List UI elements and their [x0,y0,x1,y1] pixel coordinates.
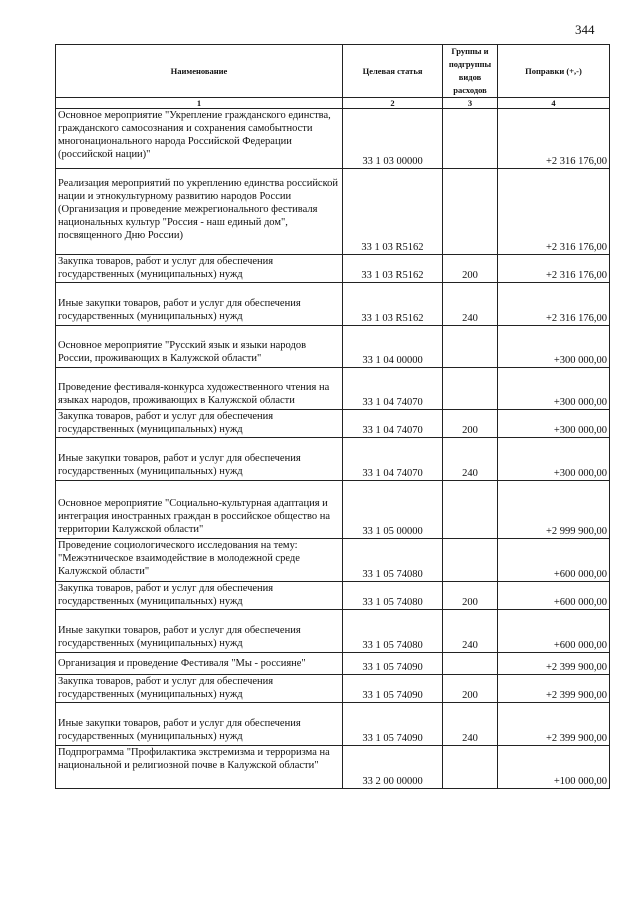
page-number: 344 [575,22,595,37]
row-group: 200 [443,410,498,438]
row-amount: +2 316 176,00 [498,109,610,169]
budget-table [55,44,610,789]
header-amend: Поправки (+,-) [498,45,610,98]
row-code: 33 1 03 R5162 [343,255,443,283]
column-number-row [56,98,610,109]
row-amount: +100 000,00 [498,746,610,789]
row-amount: +2 316 176,00 [498,255,610,283]
row-code: 33 1 04 74070 [343,438,443,481]
table-row [56,326,610,368]
table-row [56,675,610,703]
row-code: 33 1 03 R5162 [343,283,443,326]
header-group: Группы и подгруппы видов расходов [443,45,498,98]
row-code: 33 1 03 00000 [343,109,443,169]
table-row [56,582,610,610]
row-group [443,539,498,582]
table-row [56,539,610,582]
table-row [56,109,610,169]
row-amount: +2 399 900,00 [498,703,610,746]
row-amount: +2 399 900,00 [498,675,610,703]
table-row [56,481,610,539]
row-name: Иные закупки товаров, работ и услуг для обеспечения государственных (муниципальных) нужд [56,610,343,653]
row-code: 33 1 03 R5162 [343,169,443,255]
header-target: Целевая статья [343,45,443,98]
row-amount: +300 000,00 [498,326,610,368]
row-amount: +300 000,00 [498,438,610,481]
row-name: Иные закупки товаров, работ и услуг для обеспечения государственных (муниципальных) нужд [56,703,343,746]
column-number: 1 [56,98,343,109]
row-group [443,746,498,789]
row-group: 200 [443,255,498,283]
row-name: Закупка товаров, работ и услуг для обеспечения государственных (муниципальных) нужд [56,675,343,703]
row-amount: +600 000,00 [498,610,610,653]
table-row [56,283,610,326]
row-group: 200 [443,675,498,703]
table-row [56,703,610,746]
row-name: Закупка товаров, работ и услуг для обеспечения государственных (муниципальных) нужд [56,582,343,610]
row-group [443,326,498,368]
row-group: 240 [443,438,498,481]
row-group: 240 [443,703,498,746]
row-amount: +2 316 176,00 [498,283,610,326]
row-name: Иные закупки товаров, работ и услуг для обеспечения государственных (муниципальных) нужд [56,283,343,326]
row-name: Закупка товаров, работ и услуг для обеспечения государственных (муниципальных) нужд [56,410,343,438]
row-name: Иные закупки товаров, работ и услуг для обеспечения государственных (муниципальных) нужд [56,438,343,481]
row-code: 33 1 04 74070 [343,368,443,410]
column-number: 2 [343,98,443,109]
table-row [56,653,610,675]
row-name: Основное мероприятие "Укрепление гражданского единства, гражданского самосознания и сохранения самобытности многонационального народа Российской Федерации (российской нации)" [56,109,343,169]
row-code: 33 1 04 00000 [343,326,443,368]
row-name: Закупка товаров, работ и услуг для обеспечения государственных (муниципальных) нужд [56,255,343,283]
row-amount: +2 999 900,00 [498,481,610,539]
row-group [443,368,498,410]
row-code: 33 1 05 00000 [343,481,443,539]
row-name: Подпрограмма "Профилактика экстремизма и терроризма на национальной и религиозной почве в Калужской области" [56,746,343,789]
row-amount: +600 000,00 [498,539,610,582]
row-code: 33 1 05 74090 [343,703,443,746]
row-group: 240 [443,610,498,653]
row-amount: +2 399 900,00 [498,653,610,675]
row-code: 33 1 05 74090 [343,675,443,703]
row-code: 33 1 05 74080 [343,539,443,582]
row-amount: +300 000,00 [498,410,610,438]
table-row [56,438,610,481]
row-amount: +600 000,00 [498,582,610,610]
row-amount: +2 316 176,00 [498,169,610,255]
row-name: Основное мероприятие "Социально-культурная адаптация и интеграция иностранных граждан в российское общество на территории Калужской области" [56,481,343,539]
row-name: Проведение социологического исследования на тему: "Межэтническое взаимодействие в молодежной среде Калужской области" [56,539,343,582]
table-row [56,410,610,438]
table-row [56,255,610,283]
column-number: 3 [443,98,498,109]
header-name: Наименование [56,45,343,98]
row-group [443,653,498,675]
header-row [56,45,610,98]
row-name: Проведение фестиваля-конкурса художественного чтения на языках народов, проживающих в Калужской области [56,368,343,410]
table-row [56,610,610,653]
row-group: 240 [443,283,498,326]
row-group [443,109,498,169]
table-row [56,746,610,789]
column-number: 4 [498,98,610,109]
row-code: 33 1 05 74080 [343,582,443,610]
row-code: 33 1 04 74070 [343,410,443,438]
table-row [56,169,610,255]
row-name: Организация и проведение Фестиваля "Мы - россияне" [56,653,343,675]
row-amount: +300 000,00 [498,368,610,410]
row-group [443,481,498,539]
row-code: 33 1 05 74080 [343,610,443,653]
row-code: 33 1 05 74090 [343,653,443,675]
table-row [56,368,610,410]
row-code: 33 2 00 00000 [343,746,443,789]
row-group: 200 [443,582,498,610]
row-name: Основное мероприятие "Русский язык и языки народов России, проживающих в Калужской области" [56,326,343,368]
row-name: Реализация мероприятий по укреплению единства российской нации и этнокультурному развитию народов России (Организация и проведение межрегионального фестиваля национальных культур "Россия - наш единый дом", посвященного Дню России) [56,169,343,255]
row-group [443,169,498,255]
